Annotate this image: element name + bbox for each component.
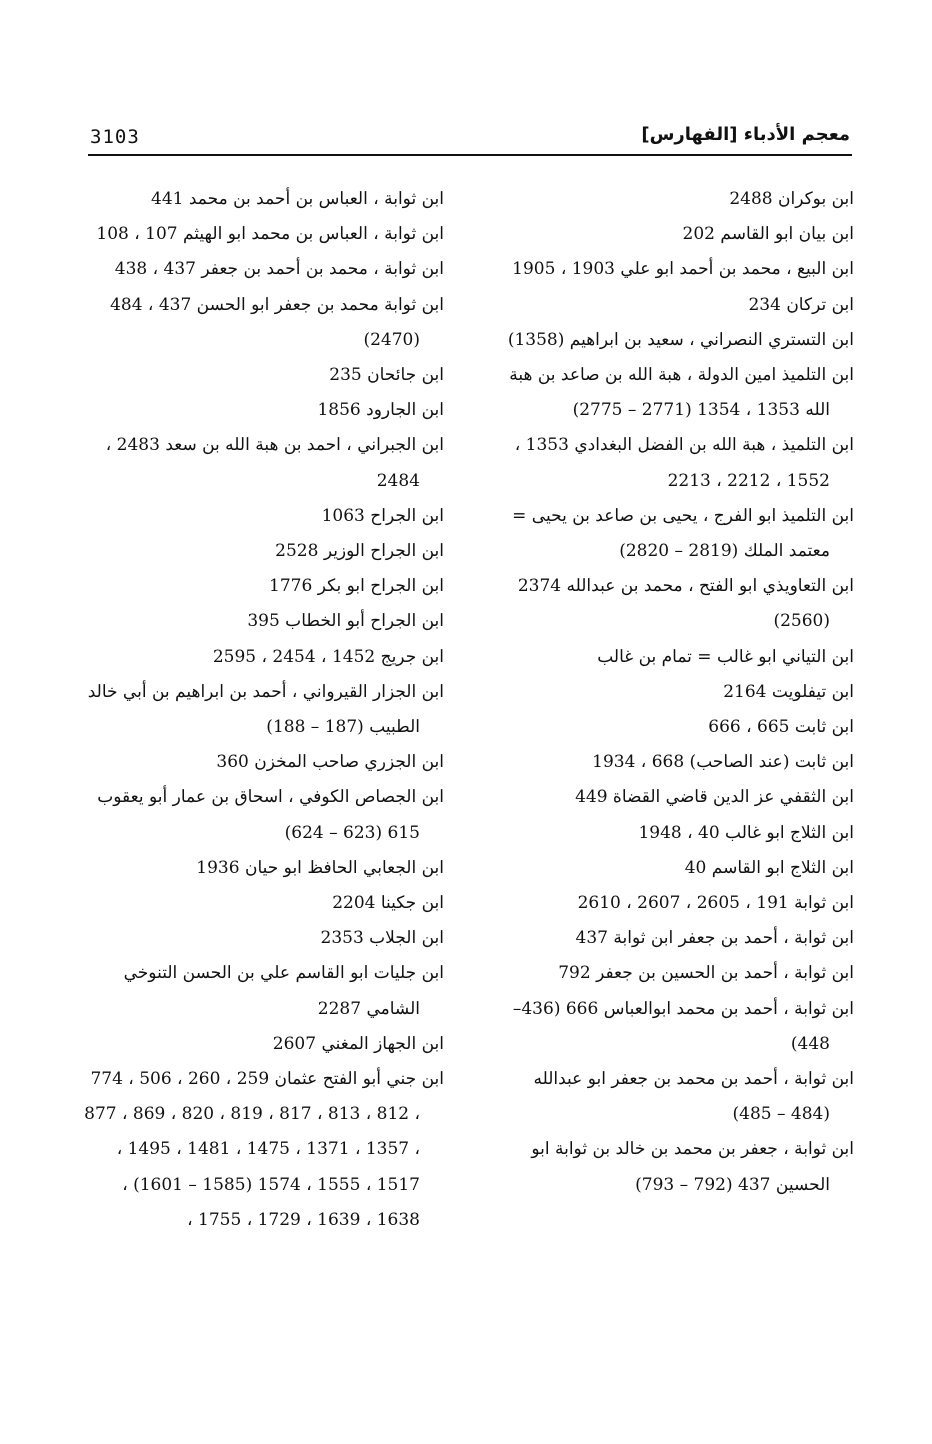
running-title: معجم الأدباء [الفهارس] bbox=[641, 124, 850, 145]
index-entry: ابن جليات ابو القاسم علي بن الحسن التنوخي الشامي 2287 bbox=[123, 963, 444, 1019]
index-entry: ابن الثلاج ابو القاسم 40 bbox=[684, 857, 854, 878]
index-entry: ابن جكينا 2204 bbox=[332, 893, 444, 914]
index-entry: ابن ثوابة محمد بن جعفر ابو الحسن 437 ، 484 (2470) bbox=[110, 294, 444, 350]
index-entry: ابن ثوابة ، محمد بن أحمد بن جعفر 437 ، 438 bbox=[114, 259, 444, 280]
index-entry: ابن الجراح ابو بكر 1776 bbox=[269, 576, 444, 597]
index-entry: ابن الجزري صاحب المخزن 360 bbox=[216, 752, 444, 773]
index-entry: ابن التلميذ امين الدولة ، هبة الله بن صاعد بن هبة الله 1353 ، 1354 (2771 – 2775) bbox=[509, 365, 854, 421]
index-entry: ابن ثوابة ، العباس بن أحمد بن محمد 441 bbox=[151, 189, 444, 209]
index-entry: ابن الجارود 1856 bbox=[317, 400, 444, 421]
index-entry: ابن التياني ابو غالب = تمام بن غالب bbox=[597, 646, 854, 667]
index-entry: ابن بيان ابو القاسم 202 bbox=[682, 224, 854, 245]
index-entry: ابن جريج 1452 ، 2454 ، 2595 bbox=[212, 646, 444, 667]
index-entry: ابن ثابت 665 ، 666 bbox=[708, 717, 854, 738]
page-number: 3103 bbox=[90, 126, 140, 148]
index-entry: ابن التلميذ ابو الفرج ، يحيى بن صاعد بن يحيى = معتمد الملك (2819 – 2820) bbox=[512, 505, 854, 562]
index-entry: ابن ثوابة ، أحمد بن محمد بن جعفر ابو عبدالله (484 – 485) bbox=[533, 1069, 854, 1125]
index-entry: ابن الجلاب 2353 bbox=[320, 928, 444, 949]
index-entry: ابن الجراح الوزير 2528 bbox=[275, 541, 444, 562]
index-entry: ابن الجراح أبو الخطاب 395 bbox=[247, 611, 444, 632]
index-column-left bbox=[80, 182, 444, 1238]
index-entry: ابن ثوابة ، العباس بن محمد ابو الهيثم 107 ، 108 bbox=[96, 224, 444, 245]
index-entry: ابن التلميذ ، هبة الله بن الفضل البغدادي 1353 ، 1552 ، 2212 ، 2213 bbox=[514, 435, 854, 491]
index-entry: ابن ثوابة ، أحمد بن جعفر ابن ثوابة 437 bbox=[575, 928, 854, 949]
index-entry: ابن بوكران 2488 bbox=[729, 189, 854, 209]
index-entry: ابن ثوابة 191 ، 2605 ، 2607 ، 2610 bbox=[577, 893, 854, 914]
index-entry: ابن التعاويذي ابو الفتح ، محمد بن عبدالله 2374 (2560) bbox=[517, 576, 854, 632]
index-entry: ابن التستري النصراني ، سعيد بن ابراهيم (1358) bbox=[507, 329, 854, 350]
index-entry: ابن الجعابي الحافظ ابو حيان 1936 bbox=[196, 857, 444, 878]
index-entry: ابن ثوابة ، أحمد بن محمد ابوالعباس 666 (436–448) bbox=[512, 998, 854, 1054]
index-entry: ابن ثابت (عند الصاحب) 668 ، 1934 bbox=[592, 752, 854, 773]
index-entry: ابن الجراح 1063 bbox=[321, 505, 444, 526]
index-entry: ابن تيفلويت 2164 bbox=[723, 681, 854, 702]
index-entry: ابن جني أبو الفتح عثمان 259 ، 260 ، 506 ، 774 ، 812 ، 813 ، 817 ، 819 ، 820 ، 869 ، 877 ، 1357 ، 1371 ، 1475 ، 1481 ، 1495 ، 1517 ، 1555 ، 1574 (1585 – 1601) ، 1638 ، 1639 ، 1729 ، 1755 ، bbox=[84, 1069, 444, 1230]
index-entry: ابن الثلاج ابو غالب 40 ، 1948 bbox=[638, 822, 854, 843]
index-column-right bbox=[498, 182, 854, 1203]
index-entry: ابن الجبراني ، احمد بن هبة الله بن سعد 2483 ، 2484 bbox=[105, 435, 444, 491]
index-entry: ابن ثوابة ، جعفر بن محمد بن خالد بن ثوابة ابو الحسين 437 (792 – 793) bbox=[531, 1139, 854, 1195]
index-entry: ابن ثوابة ، أحمد بن الحسين بن جعفر 792 bbox=[558, 963, 854, 984]
index-entry: ابن البيع ، محمد بن أحمد ابو علي 1903 ، 1905 bbox=[512, 259, 854, 280]
page-header bbox=[88, 118, 852, 156]
index-entry: ابن تركان 234 bbox=[748, 294, 854, 315]
index-entry: ابن الجهاز المغني 2607 bbox=[272, 1033, 444, 1054]
index-entry: ابن الجصاص الكوفي ، اسحاق بن عمار أبو يعقوب 615 (623 – 624) bbox=[97, 787, 444, 843]
index-entry: ابن الثقفي عز الدين قاضي القضاة 449 bbox=[575, 787, 854, 808]
index-entry: ابن الجزار القيرواني ، أحمد بن ابراهيم بن أبي خالد الطبيب (187 – 188) bbox=[87, 681, 444, 738]
index-entry: ابن جائحان 235 bbox=[329, 365, 444, 386]
